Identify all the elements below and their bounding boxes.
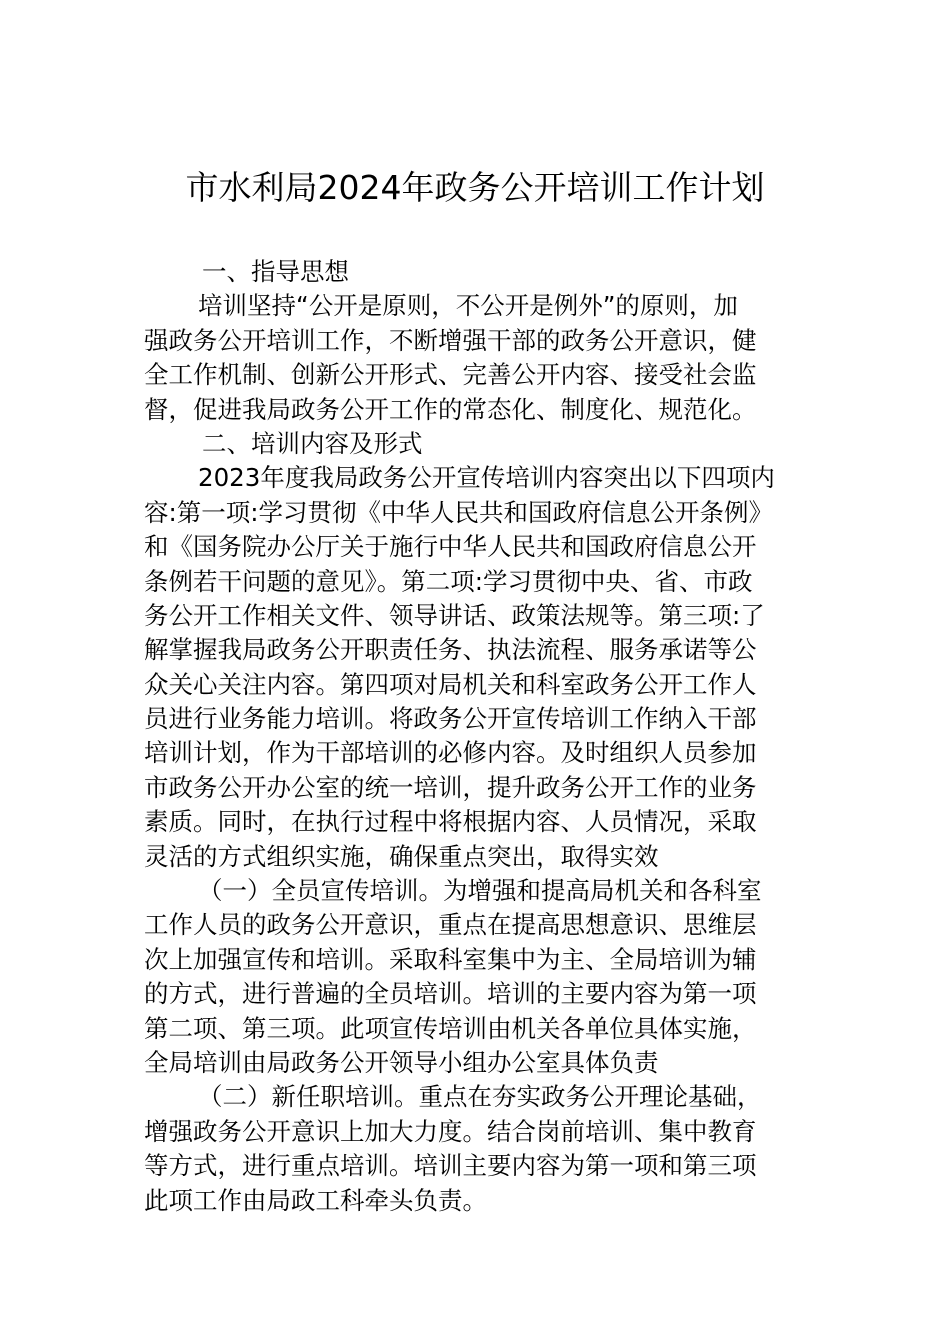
paragraph-line: （二）新任职培训。重点在夯实政务公开理论基础， [198,1082,762,1112]
paragraph-line: 督，促进我局政务公开工作的常态化、制度化、规范化。 [144,394,757,424]
paragraph-line: 全局培训由局政务公开领导小组办公室具体负责 [144,1047,659,1077]
paragraph-line: 市政务公开办公室的统一培训，提升政务公开工作的业务 [144,772,757,802]
paragraph-line: 培训计划，作为干部培训的必修内容。及时组织人员参加 [144,738,757,768]
section-heading-content-form: 二、培训内容及形式 [202,428,423,458]
section-heading-guiding-thought: 一、指导思想 [202,257,349,286]
paragraph-line: 务公开工作相关文件、领导讲话、政策法规等。第三项:了 [144,600,765,630]
paragraph-line: 此项工作由局政工科牵头负责。 [144,1185,487,1215]
paragraph-line: 次上加强宣传和培训。采取科室集中为主、全局培训为辅 [144,944,757,974]
paragraph-line: 员进行业务能力培训。将政务公开宣传培训工作纳入干部 [144,704,757,734]
paragraph-line: 强政务公开培训工作，不断增强干部的政务公开意识，健 [144,325,757,355]
document-body [144,255,808,1218]
paragraph-line: 工作人员的政务公开意识，重点在提高思想意识、思维层 [144,910,757,940]
paragraph-line: 第二项、第三项。此项宣传培训由机关各单位具体实施， [144,1013,757,1043]
paragraph-line: 容:第一项:学习贯彻《中华人民共和国政府信息公开条例》 [144,497,774,527]
paragraph-line: 的方式，进行普遍的全员培训。培训的主要内容为第一项 [144,979,757,1009]
paragraph-line: 条例若干问题的意见》。第二项:学习贯彻中央、省、市政 [144,566,753,596]
paragraph-line: 解掌握我局政务公开职责任务、执法流程、服务承诺等公 [144,635,757,665]
paragraph-line: （一）全员宣传培训。为增强和提高局机关和各科室 [198,876,762,906]
document-title: 市水利局2024年政务公开培训工作计划 [185,168,765,207]
paragraph-line: 全工作机制、创新公开形式、完善公开内容、接受社会监 [144,360,757,390]
paragraph-line: 增强政务公开意识上加大力度。结合岗前培训、集中教育 [144,1116,757,1146]
paragraph-line: 众关心关注内容。第四项对局机关和科室政务公开工作人 [144,669,757,699]
paragraph-line: 培训坚持“公开是原则，不公开是例外”的原则，加 [198,291,738,321]
paragraph-line: 2023年度我局政务公开宣传培训内容突出以下四项内 [198,463,775,493]
paragraph-line: 素质。同时，在执行过程中将根据内容、人员情况，采取 [144,807,757,837]
paragraph-line: 灵活的方式组织实施，确保重点突出，取得实效 [144,841,659,871]
paragraph-line: 等方式，进行重点培训。培训主要内容为第一项和第三项 [144,1151,757,1181]
paragraph-line: 和《国务院办公厅关于施行中华人民共和国政府信息公开 [144,532,757,562]
